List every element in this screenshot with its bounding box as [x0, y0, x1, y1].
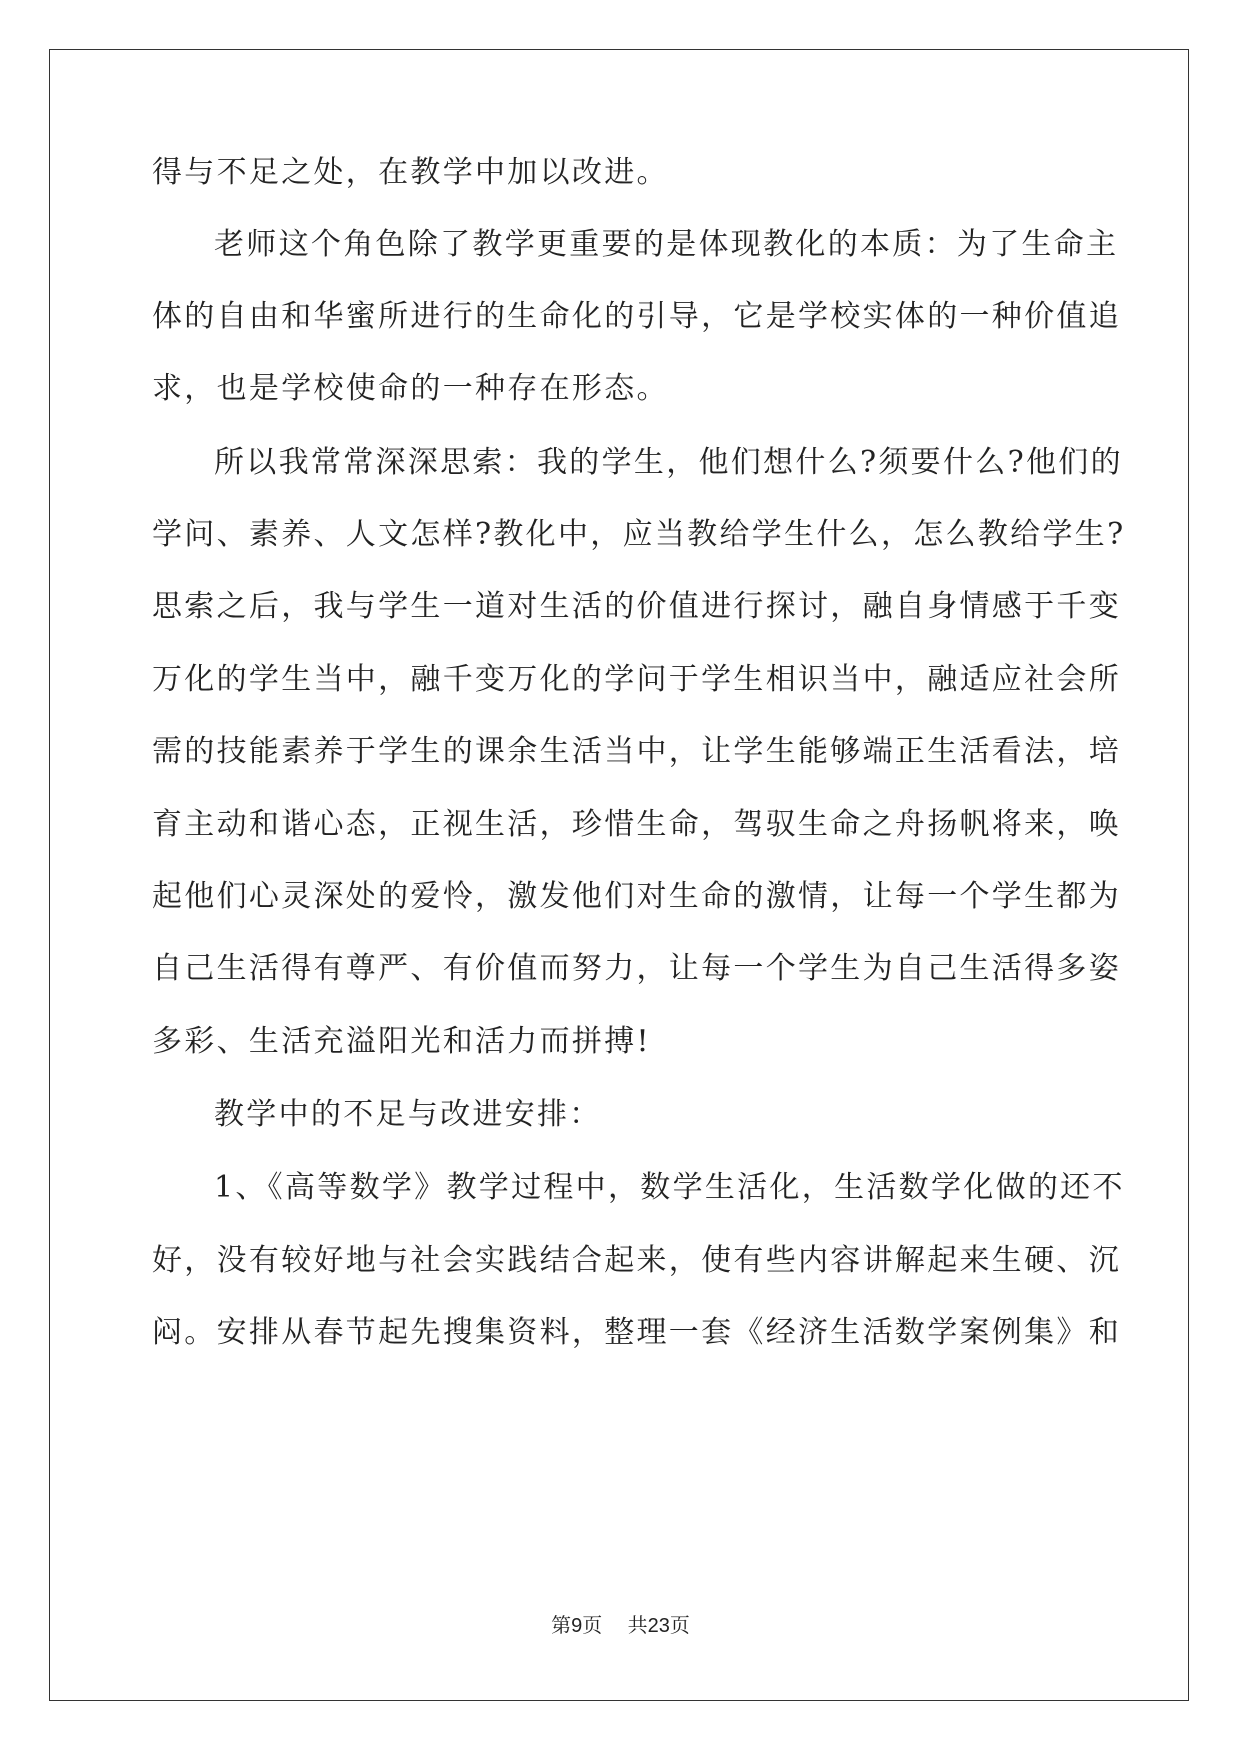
- text-line: 好，没有较好地与社会实践结合起来，使有些内容讲解起来生硬、沉: [152, 1243, 1121, 1278]
- text-line: 起他们心灵深处的爱怜，激发他们对生命的激情，让每一个学生都为: [152, 879, 1121, 914]
- text-line: 得与不足之处，在教学中加以改进。: [152, 155, 669, 190]
- text-line: 需的技能素养于学生的课余生活当中，让学生能够端正生活看法，培: [152, 734, 1121, 769]
- page-label-prefix: 第: [551, 1613, 572, 1637]
- page-label-suffix: 页: [582, 1613, 603, 1637]
- total-label-suffix: 页: [669, 1613, 690, 1637]
- text-line: 多彩、生活充溢阳光和活力而拼搏!: [152, 1024, 651, 1059]
- total-pages: 23: [647, 1615, 670, 1637]
- paragraph-start-line: 老师这个角色除了教学更重要的是体现教化的本质：为了生命主: [214, 227, 1119, 262]
- paragraph-start-line: 所以我常常深深思索：我的学生，他们想什么?须要什么?他们的: [214, 445, 1123, 480]
- page-footer: [0, 1610, 1241, 1640]
- text-line: 学问、素养、人文怎样?教化中，应当教给学生什么，怎么教给学生?: [152, 517, 1126, 552]
- text-line: 自己生活得有尊严、有价值而努力，让每一个学生为自己生活得多姿: [152, 951, 1121, 986]
- text-line: 求，也是学校使命的一种存在形态。: [152, 371, 669, 406]
- text-line: 思索之后，我与学生一道对生活的价值进行探讨，融自身情感于千变: [152, 589, 1121, 624]
- text-line: 体的自由和华蜜所进行的生命化的引导，它是学校实体的一种价值追: [152, 299, 1121, 334]
- paragraph-start-line: 教学中的不足与改进安排：: [214, 1097, 602, 1132]
- text-line: 闷。安排从春节起先搜集资料，整理一套《经济生活数学案例集》和: [152, 1315, 1121, 1350]
- total-label-prefix: 共: [627, 1613, 648, 1637]
- text-line: 万化的学生当中，融千变万化的学问于学生相识当中，融适应社会所: [152, 662, 1121, 697]
- page-number: 9: [571, 1615, 583, 1637]
- paragraph-start-line: 1、《高等数学》教学过程中，数学生活化，生活数学化做的还不: [214, 1170, 1125, 1205]
- text-line: 育主动和谐心态，正视生活，珍惜生命，驾驭生命之舟扬帆将来，唤: [152, 807, 1121, 842]
